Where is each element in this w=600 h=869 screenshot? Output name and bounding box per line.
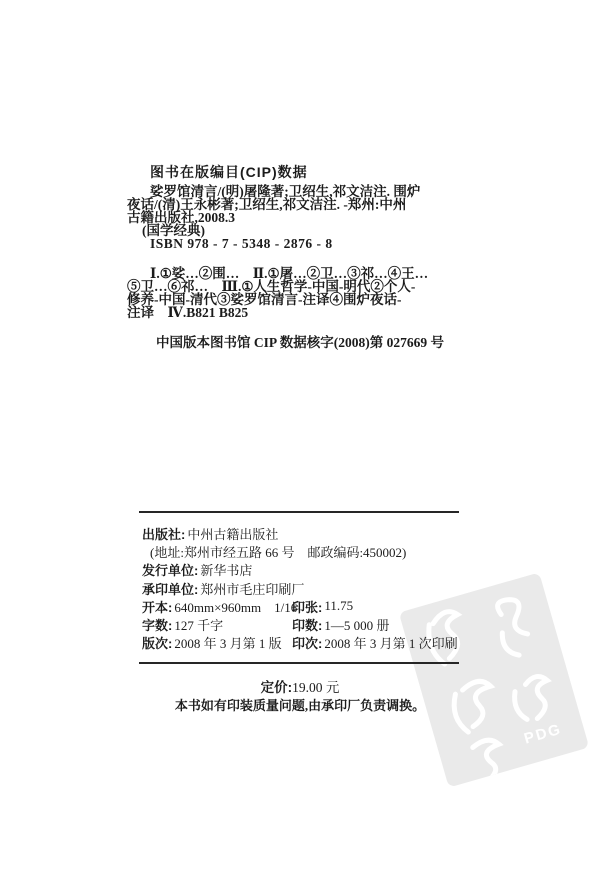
cip-record-line: ISBN 978 - 7 - 5348 - 2876 - 8: [150, 236, 333, 251]
cip-classification-line: 修养-中国-清代③娑罗馆清言-注译④围炉夜话-: [127, 292, 402, 307]
quality-note: 本书如有印装质量问题,由承印厂负责调换。: [174, 698, 426, 713]
divider-bottom: [139, 662, 459, 664]
cip-record-line: (国学经典): [142, 223, 205, 238]
colophon-row: 发行单位: 新华书店: [142, 563, 253, 579]
colophon-row: 字数: 127 千字 印数: 1—5 000 册: [142, 618, 390, 634]
cip-record-line: 夜话/(清)王永彬著;卫绍生,祁文洁注. -郑州:中州: [127, 197, 407, 212]
cip-record-line: 古籍出版社,2008.3: [127, 210, 235, 225]
cip-classification-line: 注译 Ⅳ.B821 B825: [127, 305, 249, 320]
divider-top: [139, 511, 459, 513]
colophon-table: [142, 524, 487, 652]
colophon-row: 开本: 640mm×960mm 1/16 印张: 11.75: [142, 598, 354, 615]
cip-classification-line: ⑤卫…⑥祁… Ⅲ.①人生哲学-中国-明代②个人-: [127, 279, 416, 294]
cip-title: 图书在版编目(CIP)数据: [150, 164, 308, 180]
cip-classification: [127, 267, 487, 319]
price-line: [0, 676, 600, 696]
cip-record-paragraph: [127, 185, 487, 250]
price-value: 19.00 元: [292, 680, 340, 695]
colophon-row: 出版社: 中州古籍出版社: [142, 526, 279, 542]
cip-record-number: 中国版本图书馆 CIP 数据核字(2008)第 027669 号: [156, 335, 444, 350]
price-label: 定价:: [260, 680, 293, 695]
colophon-row: 承印单位: 郑州市毛庄印刷厂: [142, 581, 305, 597]
cip-classification-line: Ⅰ.①娑…②围… Ⅱ.①屠…②卫…③祁…④王…: [150, 266, 429, 281]
colophon-row: 版次: 2008 年 3 月第 1 版 印次: 2008 年 3 月第 1 次印刷: [142, 636, 458, 652]
cip-record-line: 娑罗馆清言/(明)屠隆著;卫绍生,祁文洁注. 围炉: [150, 184, 421, 199]
pdg-label: PDG: [522, 720, 564, 748]
colophon-address-row: (地址:郑州市经五路 66 号 邮政编码:450002): [150, 544, 407, 560]
